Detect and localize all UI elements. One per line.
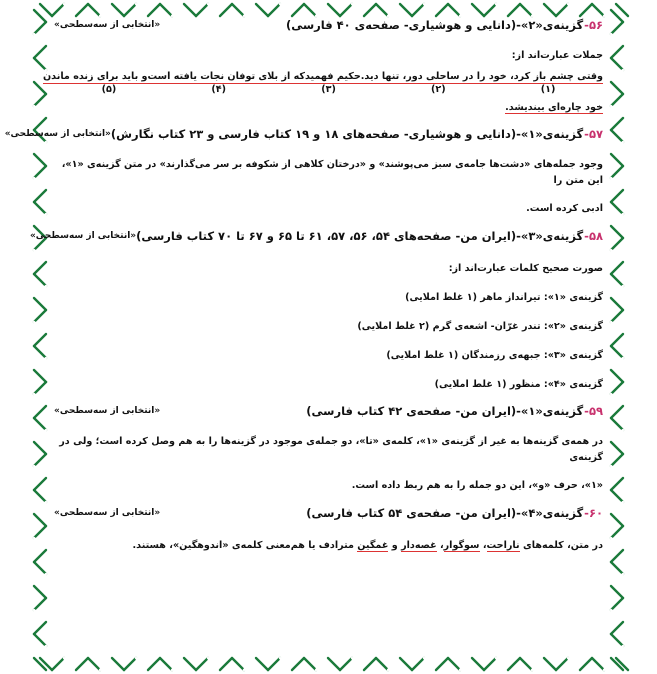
question-title: گزینه‌ی«۱»-(دانایی و هوشیاری- صفحه‌های ۱۸ و ۱۹ کتاب فارسی و ۲۳ کتاب نگارش) xyxy=(110,127,584,141)
border-segment xyxy=(611,166,623,178)
border-segment xyxy=(34,58,46,70)
border-segment xyxy=(611,214,623,226)
border-segment xyxy=(124,658,136,670)
border-segment xyxy=(611,154,623,166)
word-2: سوگوار xyxy=(443,540,480,551)
border-segment xyxy=(611,490,623,502)
question-title: گزینه‌ی«۳»-(ایران من- صفحه‌های ۵۴، ۵۶، ۵۷، ۶۱ تا ۶۵ و ۶۷ تا ۷۰ کتاب فارسی) xyxy=(136,229,584,243)
border-segment xyxy=(40,658,52,670)
border-segment xyxy=(34,274,46,286)
border-segment xyxy=(34,310,46,322)
sep-1: ، xyxy=(479,540,487,551)
border-segment xyxy=(611,526,623,538)
border-segment xyxy=(34,634,46,646)
source-tag: «انتخابی از سه‌سطحی» xyxy=(54,406,161,416)
border-segment xyxy=(364,658,376,670)
border-segment xyxy=(34,430,46,442)
border-segment xyxy=(580,658,592,670)
border-segment xyxy=(34,202,46,214)
word-1: ناراحت xyxy=(486,540,520,551)
border-segment xyxy=(611,250,623,262)
border-segment xyxy=(611,358,623,370)
border-segment xyxy=(34,178,46,190)
border-segment xyxy=(34,46,46,58)
border-segment xyxy=(220,658,232,670)
source-tag: «انتخابی از سه‌سطحی» xyxy=(54,508,161,518)
border-segment xyxy=(34,214,46,226)
question-title: گزینه‌ی«۴»-(ایران من- صفحه‌ی ۵۴ کتاب فارسی) xyxy=(306,506,584,520)
sep-3: و xyxy=(388,540,402,551)
border-segment xyxy=(34,382,46,394)
word-3: غصه‌دار xyxy=(401,540,437,551)
border-segment xyxy=(611,142,623,154)
border-segment xyxy=(568,658,580,670)
border-segment xyxy=(611,106,623,118)
question-58-header xyxy=(29,225,603,247)
border-segment xyxy=(34,454,46,466)
border-segment xyxy=(244,658,256,670)
border-segment xyxy=(340,658,352,670)
border-segment xyxy=(611,574,623,586)
answer-text: در همه‌ی گزینه‌ها به غیر از گزینه‌ی «۱»، کلمه‌ی «تا»، دو جمله‌ی موجود در گزینه‌ها را به هم وصل کرده است؛ ولی در گزینه‌ی xyxy=(59,436,603,463)
border-segment xyxy=(616,4,628,16)
border-segment xyxy=(34,22,46,34)
answer-text-cont: «۱»، حرف «و»، این دو جمله را به هم ربط داده است. xyxy=(351,480,603,491)
border-segment xyxy=(611,202,623,214)
border-segment xyxy=(400,658,412,670)
border-segment xyxy=(316,658,328,670)
border-segment xyxy=(280,658,292,670)
number-3: (۳) xyxy=(321,84,336,95)
border-segment xyxy=(611,298,623,310)
source-tag: «انتخابی از سه‌سطحی» xyxy=(54,20,161,30)
border-segment xyxy=(611,178,623,190)
question-number: ۵۹- xyxy=(584,404,603,418)
border-segment xyxy=(328,658,340,670)
border-segment xyxy=(34,94,46,106)
border-segment xyxy=(611,406,623,418)
border-segment xyxy=(388,658,400,670)
border-segment xyxy=(412,658,424,670)
option-3: گزینه‌ی «۳»: جبهه‌ی رزمندگان (۱ غلط املایی) xyxy=(386,350,603,361)
border-segment xyxy=(611,430,623,442)
border-segment xyxy=(34,154,46,166)
number-2: (۲) xyxy=(430,84,446,95)
border-segment xyxy=(611,562,623,574)
answer-text-cont: ادبی کرده است. xyxy=(526,203,603,214)
question-number: ۵۸- xyxy=(584,229,603,243)
border-segment xyxy=(34,562,46,574)
border-segment xyxy=(34,646,46,658)
border-segment xyxy=(611,382,623,394)
border-segment xyxy=(52,658,64,670)
border-segment xyxy=(34,370,46,382)
border-segment xyxy=(256,658,268,670)
border-segment xyxy=(508,658,520,670)
border-segment xyxy=(34,514,46,526)
sep-2: ، xyxy=(436,540,444,551)
border-segment xyxy=(611,550,623,562)
intro-text: صورت صحیح کلمات عبارت‌اند از: xyxy=(448,263,603,274)
word-4: غمگین xyxy=(357,540,389,551)
border-segment xyxy=(34,658,46,670)
question-60-header xyxy=(54,502,603,524)
border-segment xyxy=(34,358,46,370)
border-segment xyxy=(34,166,46,178)
border-segment xyxy=(34,322,46,334)
text-pre: در متن، کلمه‌های xyxy=(522,540,603,551)
border-segment xyxy=(460,658,472,670)
border-segment xyxy=(184,658,196,670)
sentence-end: خود چاره‌ای بیندیشد. xyxy=(505,102,603,113)
border-segment xyxy=(611,346,623,358)
border-segment xyxy=(292,658,304,670)
border-segment xyxy=(611,118,623,130)
border-segment xyxy=(611,538,623,550)
border-segment xyxy=(34,334,46,346)
border-segment xyxy=(268,658,280,670)
border-segment xyxy=(196,658,208,670)
border-segment xyxy=(40,4,52,16)
border-segment xyxy=(544,658,556,670)
border-segment xyxy=(448,658,460,670)
border-segment xyxy=(34,250,46,262)
border-segment xyxy=(496,658,508,670)
border-segment xyxy=(148,658,160,670)
border-segment xyxy=(34,346,46,358)
border-segment xyxy=(611,130,623,142)
option-2: گزینه‌ی «۲»: تندر غرّان- اشعه‌ی گرم (۲ غلط املایی) xyxy=(357,321,603,332)
border-segment xyxy=(611,70,623,82)
option-4: گزینه‌ی «۴»: منظور (۱ غلط املایی) xyxy=(434,379,603,390)
border-segment xyxy=(532,658,544,670)
border-segment xyxy=(34,574,46,586)
answer-text: وجود جمله‌های «دشت‌ها جامه‌ی سبز می‌پوشند» و «درختان کلاهی از شکوفه بر سر می‌گذارند» در متن گزینه‌ی «۱»، این متن را xyxy=(61,159,603,186)
border-segment xyxy=(611,190,623,202)
sentence-numbers xyxy=(54,84,603,96)
question-title: گزینه‌ی«۲»-(دانایی و هوشیاری- صفحه‌ی ۴۰ فارسی) xyxy=(285,18,584,32)
border-segment xyxy=(611,502,623,514)
border-segment xyxy=(611,394,623,406)
border-segment xyxy=(611,454,623,466)
border-segment xyxy=(472,658,484,670)
border-segment xyxy=(611,262,623,274)
border-segment xyxy=(611,34,623,46)
border-segment xyxy=(34,598,46,610)
question-56-header xyxy=(54,14,603,36)
border-segment xyxy=(611,82,623,94)
border-segment xyxy=(34,142,46,154)
border-segment xyxy=(100,658,112,670)
border-segment xyxy=(611,514,623,526)
answer-text xyxy=(54,538,603,553)
border-segment xyxy=(611,334,623,346)
border-segment xyxy=(34,106,46,118)
border-segment xyxy=(611,46,623,58)
question-number: ۵۷- xyxy=(584,127,603,141)
border-segment xyxy=(611,466,623,478)
border-segment xyxy=(611,622,623,634)
intro-text: جملات عبارت‌اند از: xyxy=(511,50,603,61)
number-1: (۱) xyxy=(540,84,556,95)
border-segment xyxy=(611,646,623,658)
border-segment xyxy=(160,658,172,670)
border-segment xyxy=(34,550,46,562)
sentence-1: وقتی چشم باز کرد، خود را در ساحلی دور، تنها دید. xyxy=(360,71,603,82)
border-segment xyxy=(611,274,623,286)
border-segment xyxy=(34,478,46,490)
border-segment xyxy=(34,490,46,502)
border-segment xyxy=(136,658,148,670)
border-segment xyxy=(611,58,623,70)
border-segment xyxy=(304,658,316,670)
border-segment xyxy=(556,658,568,670)
border-segment xyxy=(34,538,46,550)
question-number: ۵۶- xyxy=(584,18,603,32)
border-segment xyxy=(352,658,364,670)
border-segment xyxy=(34,466,46,478)
sentence-4: و باید برای زنده ماندن xyxy=(42,71,148,82)
border-segment xyxy=(112,658,124,670)
border-segment xyxy=(34,298,46,310)
border-segment xyxy=(34,34,46,46)
border-segment xyxy=(34,418,46,430)
border-segment xyxy=(208,658,220,670)
border-segment xyxy=(611,322,623,334)
border-segment xyxy=(484,658,496,670)
answer-sheet xyxy=(4,14,603,654)
border-segment xyxy=(611,418,623,430)
border-segment xyxy=(424,658,436,670)
border-segment xyxy=(611,238,623,250)
border-segment xyxy=(611,10,623,22)
border-segment xyxy=(436,658,448,670)
border-segment xyxy=(34,586,46,598)
question-59-header xyxy=(54,400,603,422)
border-segment xyxy=(34,622,46,634)
border-segment xyxy=(34,286,46,298)
border-segment xyxy=(34,526,46,538)
border-segment xyxy=(611,310,623,322)
border-segment xyxy=(64,658,76,670)
border-segment xyxy=(611,226,623,238)
number-5: (۵) xyxy=(101,84,117,95)
text-post: مترادف یا هم‌معنی کلمه‌ی «اندوهگین»، هستند. xyxy=(132,540,358,551)
border-segment xyxy=(611,22,623,34)
border-segment xyxy=(611,478,623,490)
border-segment xyxy=(520,658,532,670)
border-segment xyxy=(34,406,46,418)
border-segment xyxy=(611,610,623,622)
border-segment xyxy=(34,394,46,406)
number-4: (۴) xyxy=(211,84,227,95)
border-segment xyxy=(34,610,46,622)
border-segment xyxy=(376,658,388,670)
border-segment xyxy=(88,658,100,670)
border-segment xyxy=(34,190,46,202)
border-segment xyxy=(611,286,623,298)
border-segment xyxy=(611,634,623,646)
question-57-header xyxy=(4,123,603,145)
border-segment xyxy=(34,262,46,274)
border-segment xyxy=(34,10,46,22)
border-segment xyxy=(611,94,623,106)
border-segment xyxy=(611,598,623,610)
source-tag: «انتخابی از سه‌سطحی» xyxy=(4,129,111,139)
border-segment xyxy=(34,502,46,514)
border-segment xyxy=(611,442,623,454)
border-segment xyxy=(611,586,623,598)
sentence-row xyxy=(42,71,603,84)
border-segment xyxy=(611,370,623,382)
border-segment xyxy=(76,658,88,670)
source-tag: «انتخابی از سه‌سطحی» xyxy=(29,231,137,241)
border-segment xyxy=(34,442,46,454)
question-title: گزینه‌ی«۱»-(ایران من- صفحه‌ی ۴۲ کتاب فارسی) xyxy=(306,404,584,418)
border-segment xyxy=(232,658,244,670)
sentence-3: که از بلای توفان نجات یافته است xyxy=(147,71,305,82)
question-number: ۶۰- xyxy=(584,506,603,520)
sentence-2: حکیم فهمید xyxy=(305,71,361,82)
option-1: گزینه‌ی «۱»: تیرانداز ماهر (۱ غلط املایی) xyxy=(405,292,603,303)
border-segment xyxy=(172,658,184,670)
border-segment xyxy=(592,658,604,670)
